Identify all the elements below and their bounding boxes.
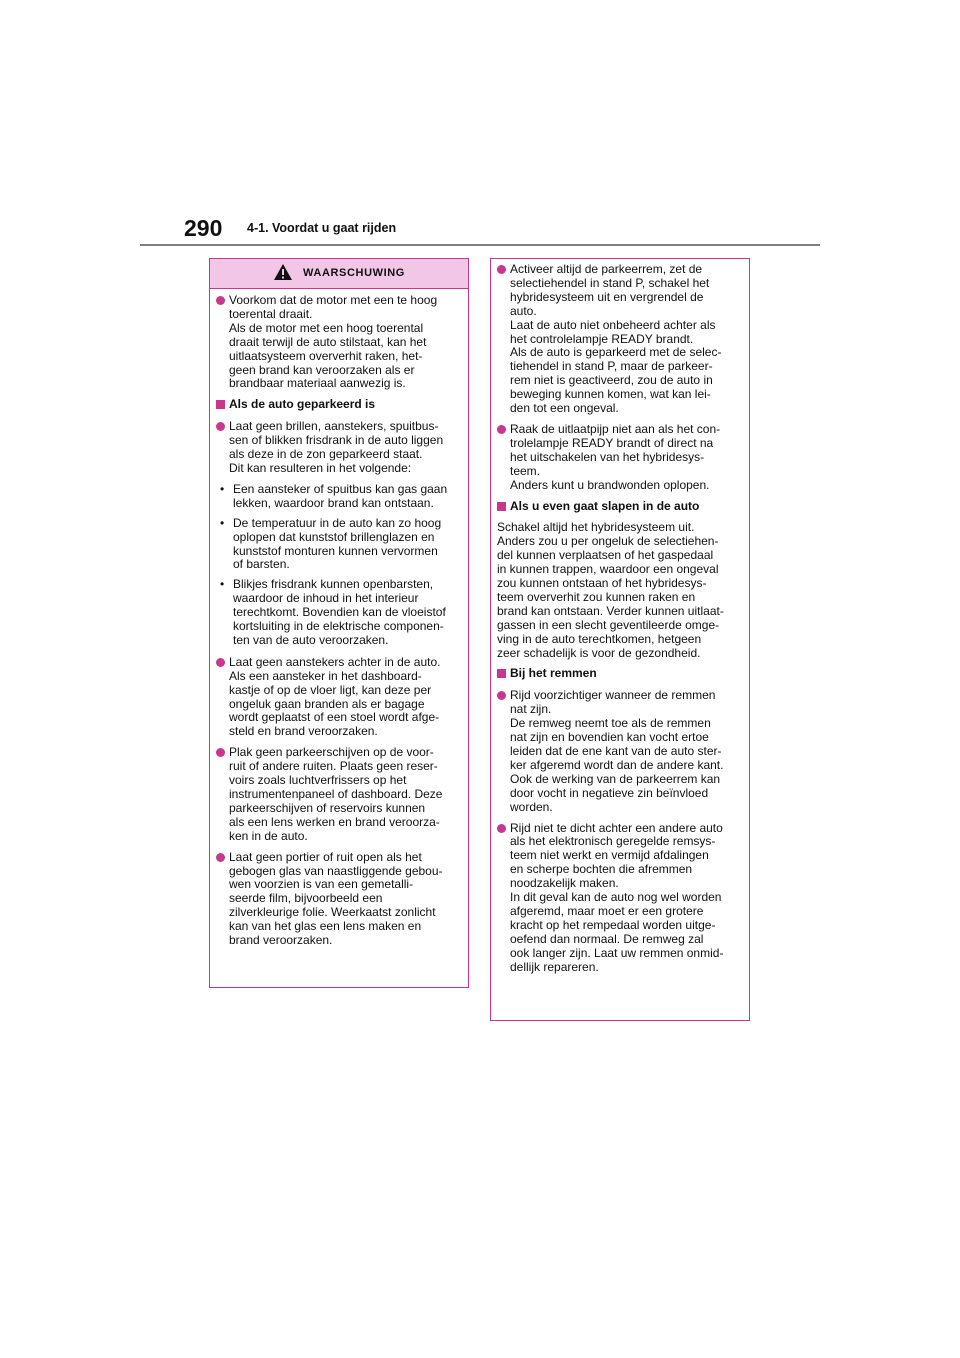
- list-item: [216, 656, 462, 739]
- list-item: [497, 423, 741, 493]
- square-bullet-icon: [497, 669, 506, 678]
- warning-box-continued: [490, 258, 750, 1021]
- bullet-dot-icon: [497, 824, 506, 833]
- list-item: [216, 420, 462, 476]
- sub-list-item: [220, 483, 462, 511]
- subheading-text: Bij het remmen: [510, 666, 597, 681]
- warning-header: [210, 259, 468, 289]
- list-item: [216, 746, 462, 843]
- section-title: 4-1. Voordat u gaat rijden: [247, 221, 397, 235]
- bullet-dot-icon: [216, 422, 225, 431]
- paragraph: Schakel altijd het hybridesysteem uit. Anders zou u per ongeluk de selectiehen- del kunnen verplaatsen of het gaspedaal in kunnen trappen, waardoor een ongeval zou kunnen ontstaan of het hybridesys- teem oververhit zou kunnen raken en brand kan ontstaan. Verder kunnen uitlaat- gassen in een slecht geventileerde omge- ving in de auto terechtkomen, hetgeen zeer schadelijk is voor de gezondheid.: [497, 520, 724, 660]
- square-bullet-icon: [216, 400, 225, 409]
- bullet-dot-icon: [497, 265, 506, 274]
- item-text: Activeer altijd de parkeerrem, zet de selectiehendel in stand P, schakel het hybridesysteem uit en vergrendel de auto. Laat de auto niet onbeheerd achter als het controlelampje READY brandt. Als de auto is geparkeerd met de selec- tiehendel in stand P, maar de parkeer- rem niet is geactiveerd, zou de auto in beweging kunnen komen, wat kan lei- den tot een ongeval.: [510, 262, 722, 416]
- list-item: [497, 263, 741, 416]
- header-divider: [140, 244, 820, 246]
- bullet-dot-icon: [216, 748, 225, 757]
- warning-body: [210, 289, 468, 948]
- warning-triangle-icon: [273, 263, 293, 285]
- bullet-point-icon: •: [220, 481, 225, 496]
- list-item: [216, 294, 462, 391]
- item-text: Blikjes frisdrank kunnen openbarsten, waardoor de inhoud in het interieur terechtkomt. Bovendien kan de vloeistof kortsluiting in de elektrische componen- ten van de auto veroorzaken.: [233, 577, 446, 647]
- list-item: [216, 851, 462, 948]
- item-text: Rijd niet te dicht achter een andere auto als het elektronisch geregelde remsys- teem niet werkt en vermijd afdalingen en scherpe bochten die afremmen noodzakelijk maken. In dit geval kan de auto nog wel worden afgeremd, maar moet er een grotere kracht op het rempedaal worden uitge- oefend dan normaal. De remweg zal ook langer zijn. Laat uw remmen onmid- dellijk repareren.: [510, 820, 724, 974]
- item-text: Laat geen aanstekers achter in de auto. Als een aansteker in het dashboard- kastje of op de vloer ligt, kan deze per ongeluk gaan branden als er bagage wordt geplaatst of een stoel wordt afge- steld en brand veroorzaken.: [229, 654, 441, 739]
- item-text: Rijd voorzichtiger wanneer de remmen nat zijn. De remweg neemt toe als de remmen nat zijn en bovendien kan vocht ertoe leiden dat de ene kant van de auto ster- ker afgeremd wordt dan de andere kant. Ook de werking van de parkeerrem kan door vocht in negatieve zin beïnvloed worden.: [510, 688, 724, 814]
- subheading-text: Als u even gaat slapen in de auto: [510, 498, 700, 513]
- list-item: [497, 822, 741, 975]
- item-text: Laat geen brillen, aanstekers, spuitbus- sen of blikken frisdrank in de auto liggen als deze in de zon geparkeerd staat. Dit kan resulteren in het volgende:: [229, 419, 444, 475]
- warning-box: [209, 258, 469, 988]
- subheading: [497, 500, 741, 515]
- sub-list-item: [220, 578, 462, 648]
- bullet-dot-icon: [216, 853, 225, 862]
- bullet-point-icon: •: [220, 577, 225, 592]
- bullet-point-icon: •: [220, 515, 225, 530]
- subheading: [497, 667, 741, 682]
- item-text: Een aansteker of spuitbus kan gas gaan lekken, waardoor brand kan ontstaan.: [233, 481, 448, 510]
- page-number: 290: [184, 215, 223, 241]
- bullet-dot-icon: [216, 658, 225, 667]
- warning-title: WAARSCHUWING: [303, 266, 405, 279]
- item-text: Plak geen parkeerschijven op de voor- ruit of andere ruiten. Plaats geen reser- voirs zoals luchtverfrissers op het instrumentenpaneel of dashboard. Deze parkeerschijven of reservoirs kunnen als een lens werken en brand veroorza- ken in de auto.: [229, 745, 443, 843]
- item-text: Voorkom dat de motor met een te hoog toerental draait. Als de motor met een hoog toerental draait terwijl de auto stilstaat, kan het uitlaatsysteem oververhit raken, het- geen brand kan veroorzaken als er brandbaar materiaal aanwezig is.: [229, 293, 438, 391]
- item-text: De temperatuur in de auto kan zo hoog oplopen dat kunststof brillenglazen en kunststof monturen kunnen vervormen of barsten.: [233, 515, 442, 572]
- bullet-dot-icon: [216, 296, 225, 305]
- bullet-dot-icon: [497, 691, 506, 700]
- subheading: [216, 398, 462, 413]
- item-text: Raak de uitlaatpijp niet aan als het con- trolelampje READY brandt of direct na het uitschakelen van het hybridesys- teem. Anders kunt u brandwonden oplopen.: [510, 421, 721, 492]
- list-item: [497, 689, 741, 814]
- subheading-text: Als de auto geparkeerd is: [229, 397, 376, 412]
- square-bullet-icon: [497, 502, 506, 511]
- bullet-dot-icon: [497, 425, 506, 434]
- sub-list-item: [220, 517, 462, 573]
- item-text: Laat geen portier of ruit open als het gebogen glas van naastliggende gebou- wen voorzien is van een gemetalli- seerde film, bijvoorbeeld een zilverkleurige folie. Weerkaatst zonlicht kan van het glas een lens maken en brand veroorzaken.: [229, 849, 443, 948]
